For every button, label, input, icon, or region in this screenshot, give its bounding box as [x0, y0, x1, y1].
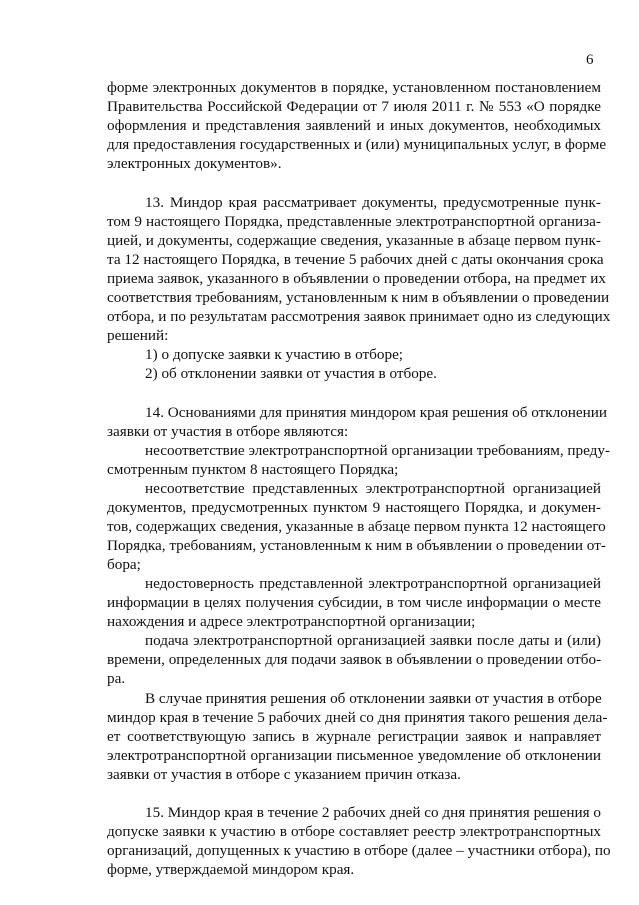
text-line: допуске заявки к участию в отборе составляет реестр электротранспортных — [107, 823, 601, 841]
text-line: заявки от участия в отборе являются: — [107, 422, 349, 440]
text-line: организаций, допущенных к участию в отборе (далее – участники отбора), по — [107, 842, 611, 860]
text-line: для предоставления государственных и (или) муниципальных услуг, в форме — [107, 136, 607, 154]
text-line: 1) о допуске заявки к участию в отборе; — [145, 346, 404, 364]
text-line: Порядка, требованиям, установленным к ним в объявлении о проведении от- — [107, 537, 606, 555]
text-line: Правительства Российской Федерации от 7 июля 2011 г. № 553 «О порядке — [107, 98, 601, 115]
text-line: решений: — [107, 327, 169, 345]
text-line: документов, предусмотренных пунктом 9 настоящего Порядка, и докумен- — [107, 499, 601, 516]
text-line: ра. — [107, 670, 126, 688]
text-line: цией, и документы, содержащие сведения, указанные в абзаце первом пунк- — [107, 231, 601, 249]
text-line: форме электронных документов в порядке, установленном постановлением — [107, 79, 601, 96]
text-line: несоответствие представленных электротранспортной организацией — [145, 480, 601, 497]
text-line: 13. Миндор края рассматривает документы, предусмотренные пунк- — [145, 193, 601, 211]
text-line: подача электротранспортной организацией заявки после даты и (или) — [145, 632, 601, 650]
text-line: смотренным пунктом 8 настоящего Порядка; — [107, 460, 399, 478]
text-line: бора; — [107, 556, 141, 574]
text-line: миндор края в течение 5 рабочих дней со дня принятия такого решения дела- — [107, 708, 608, 726]
text-line: 15. Миндор края в течение 2 рабочих дней со дня принятия решения о — [145, 804, 601, 822]
text-line: приема заявок, указанного в объявлении о проведении отбора, на предмет их — [107, 270, 606, 287]
text-line: нахождения и адресе электротранспортной организации; — [107, 613, 476, 631]
text-line: соответствия требованиям, установленным к ним в объявлении о проведении — [107, 289, 610, 306]
text-line: ет соответствующую запись в журнале регистрации заявок и направляет — [107, 727, 601, 745]
text-line: форме, утверждаемой миндором края. — [107, 861, 355, 879]
page-number: 6 — [586, 52, 594, 68]
text-line: оформления и представления заявлений и иных документов, необходимых — [107, 117, 601, 135]
text-line: 2) об отклонении заявки от участия в отборе. — [145, 365, 437, 383]
text-line: отбора, и по результатам рассмотрения заявок принимает одно из следующих — [107, 308, 611, 326]
text-line: В случае принятия решения об отклонении заявки от участия в отборе — [145, 689, 602, 707]
text-line: информации в целях получения субсидии, в том числе информации о месте — [107, 594, 601, 612]
text-line: тов, содержащих сведения, указанные в абзаце первом пункта 12 настоящего — [107, 518, 606, 536]
text-line: электронных документов». — [107, 155, 282, 173]
text-line: времени, определенных для подачи заявок в объявлении о проведении отбо- — [107, 651, 602, 669]
text-line: та 12 настоящего Порядка, в течение 5 рабочих дней с даты окончания срока — [107, 250, 604, 268]
text-line: электротранспортной организации письменное уведомление об отклонении — [107, 746, 601, 764]
text-line: заявки от участия в отборе с указанием причин отказа. — [107, 765, 461, 783]
text-line: 14. Основаниями для принятия миндором края решения об отклонении — [145, 403, 608, 421]
text-line: несоответствие электротранспортной организации требованиям, преду- — [145, 441, 611, 459]
text-line: недостоверность представленной электротранспортной организацией — [145, 575, 601, 593]
text-line: том 9 настоящего Порядка, представленные электротранспортной организа- — [107, 212, 601, 230]
